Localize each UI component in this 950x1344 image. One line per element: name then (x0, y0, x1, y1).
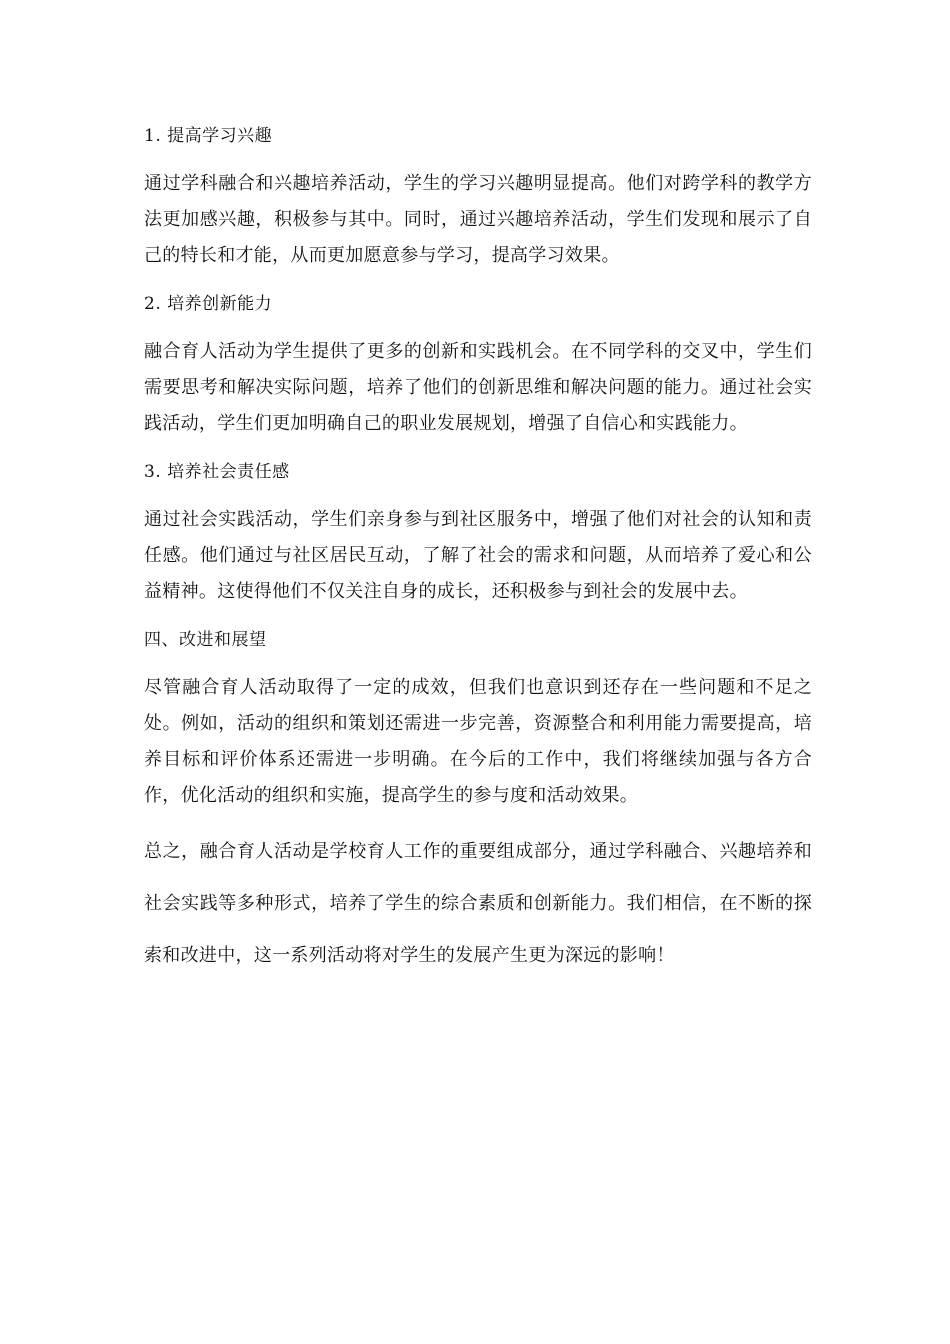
section-heading-interest: 1. 提高学习兴趣 (144, 126, 273, 146)
section-paragraph-innovation: 融合育人活动为学生提供了更多的创新和实践机会。在不同学科的交叉中，学生们需要思考和解决实际问题，培养了他们的创新思维和解决问题的能力。通过社会实践活动，学生们更加明确自己的职业发展规划，增强了自信心和实践能力。 (144, 341, 812, 434)
section-heading-responsibility: 3. 培养社会责任感 (144, 462, 290, 482)
document-body (144, 118, 812, 994)
section-paragraph-outlook: 尽管融合育人活动取得了一定的成效，但我们也意识到还存在一些问题和不足之处。例如，活动的组织和策划还需进一步完善，资源整合和利用能力需要提高，培养目标和评价体系还需进一步明确。在今后的工作中，我们将继续加强与各方合作，优化活动的组织和实施，提高学生的参与度和活动效果。 (144, 677, 812, 806)
section-heading-outlook: 四、改进和展望 (144, 630, 267, 650)
section-heading-innovation: 2. 培养创新能力 (144, 294, 273, 314)
section-paragraph-responsibility: 通过社会实践活动，学生们亲身参与到社区服务中，增强了他们对社会的认知和责任感。他们通过与社区居民互动，了解了社会的需求和问题，从而培养了爱心和公益精神。这使得他们不仅关注自身的成长，还积极参与到社会的发展中去。 (144, 509, 812, 602)
conclusion-paragraph: 总之，融合育人活动是学校育人工作的重要组成部分，通过学科融合、兴趣培养和社会实践等多种形式，培养了学生的综合素质和创新能力。我们相信，在不断的探索和改进中，这一系列活动将对学生的发展产生更为深远的影响！ (144, 841, 812, 966)
section-paragraph-interest: 通过学科融合和兴趣培养活动，学生的学习兴趣明显提高。他们对跨学科的教学方法更加感兴趣，积极参与其中。同时，通过兴趣培养活动，学生们发现和展示了自己的特长和才能，从而更加愿意参与学习，提高学习效果。 (144, 173, 812, 266)
